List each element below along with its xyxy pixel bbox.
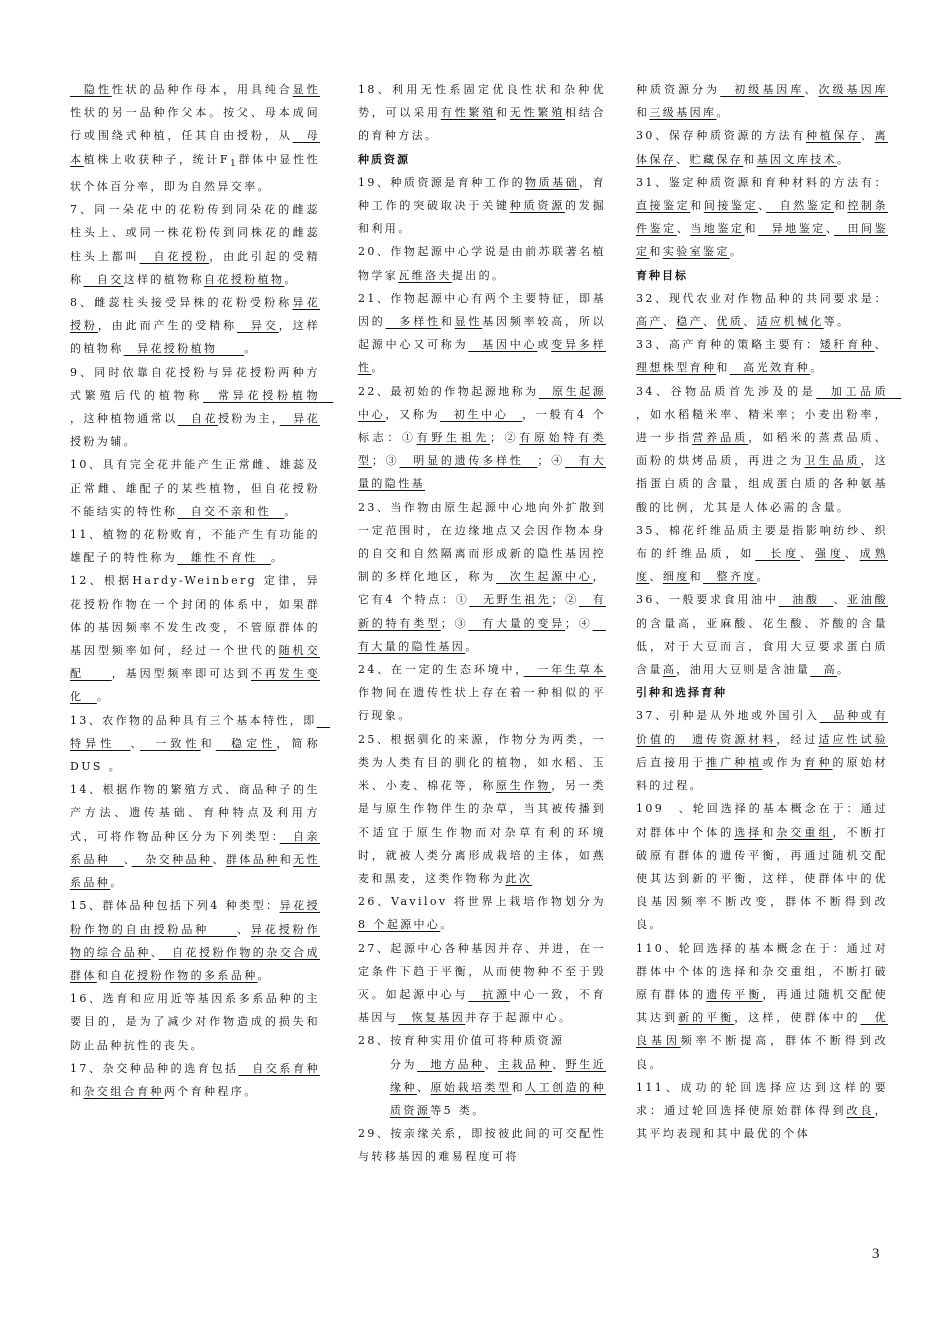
text-column-1	[70, 78, 334, 1103]
section-heading: 育种目标	[636, 268, 688, 282]
section-heading: 种质资源	[358, 152, 410, 166]
paragraph: 109 、轮回选择的基本概念在于：通过对群体中个体的选择和杂交重组，不断打破原有群体的遗传平衡，再通过随机交配使其达到新的平衡，这样，使群体中的优良基因频率不断改变，群体不断得到改良。	[636, 802, 888, 932]
paragraph: 35、棉花纤维品质主要是指影响纺纱、织布的纤维品质，如 长度、强度、成熟度、细度和 整齐度。	[636, 523, 888, 584]
paragraph: 33、高产育种的策略主要有：矮秆育种、理想株型育种和 高光效育种。	[636, 338, 888, 375]
paragraph: 22、最初始的作物起源地称为 原生起源中心，又称为 初生中心 ，一般有4 个标志：①有野生祖先；②有原始特有类型；③ 明显的遗传多样性 ；④ 有大量的隐性基	[358, 384, 607, 491]
paragraph: 28、按育种实用价值可将种质资源	[358, 1034, 565, 1048]
paragraph: 34、谷物品质首先涉及的是 加工品质 ，如水稻糙米率、精米率；小麦出粉率，进一步指营养品质，如稻米的蒸煮品质、面粉的烘烤品质，再进之为卫生品质，这指蛋白质的含量，组成蛋白质的各种氨基酸的比例，尤其是人体必需的含量。	[636, 384, 902, 514]
paragraph: 17、杂交种品种的选育包括 自交系育种和杂交组合育种两个育种程序。	[70, 1061, 320, 1098]
paragraph: 分为 地方品种、主栽品种、野生近缘种、原始栽培类型和人工创造的种质资源等5 类。	[390, 1057, 607, 1117]
paragraph: 23、当作物由原生起源中心地向外扩散到一定范围时，在边缘地点又会因作物本身的自交和自然隔离而形成新的隐性基因控制的多样化地区，称为 次生起源中心，它有4 个特点：① 无野生祖先；② 有新的特有类型；③ 有大量的变异；④ 有大量的隐性基因。	[358, 500, 607, 653]
paragraph: 隐性性状的品种作母本，用具纯合显性性状的另一品种作父本。按父、母本成间行或围绕式种植，任其自由授粉，从 母本植株上收获种子，统计$F_1$群体中显性性状个体百分率，即为自然异交率。	[70, 83, 320, 193]
paragraph: 31、鉴定种质资源和育种材料的方法有：直接鉴定和间接鉴定、 自然鉴定和控制条件鉴定、当地鉴定和 异地鉴定、 田间鉴定和实验室鉴定。	[636, 175, 889, 259]
paragraph: 21、作物起源中心有两个主要特征，即基因的 多样性和显性基因频率较高，所以起源中心又可称为 基因中心或变异多样性。	[358, 291, 607, 375]
paragraph: 24、在一定的生态环境中， 一年生草本作物间在遗传性状上存在着一种相似的平行现象。	[358, 663, 606, 723]
paragraph: 37、引种是从外地或外国引入 品种或有价值的 遗传资源材料，经过适应性试验后直接用于推广种植或作为育种的原始材料的过程。	[636, 709, 889, 793]
paragraph: 10、具有完全花并能产生正常雌、雄蕊及正常雌、雄配子的某些植物，但自花授粉不能结实的特性称 自交不亲和性 。	[70, 458, 320, 518]
paragraph: 8、雌蕊柱头接受异株的花粉受粉称异花授粉，由此而产生的受精称 异交，这样的植物称 异花授粉植物 。	[70, 296, 320, 356]
paragraph: 30、保存种质资源的方法有种植保存、离体保存、贮藏保存和基因文库技术。	[636, 129, 888, 166]
paragraph: 7、同一朵花中的花粉传到同朵花的雌蕊柱头上、或同一株花粉传到同株花的雌蕊柱头上都叫 自花授粉，由此引起的受精称 自交这样的植物称自花授粉植物。	[70, 203, 321, 286]
text-column-3	[636, 78, 902, 1145]
paragraph: 19、种质资源是育种工作的物质基础，育种工作的突破取决于关键种质资源的发掘和利用。	[358, 175, 606, 236]
paragraph: 种质资源分为 初级基因库、次级基因库和三级基因库。	[636, 83, 889, 120]
paragraph: 13、农作物的品种具有三个基本特性，即 特异性 、 一致性和 稳定性，简称DUS 。	[70, 713, 331, 774]
paragraph: 15、群体品种包括下列4 种类型：异花授粉作物的自由授粉品种 、异花授粉作物的综合品种、 自花授粉作物的杂交合成群体和自花授粉作物的多系品种。	[70, 899, 321, 982]
paragraph: 27、起源中心各种基因并存、并进，在一定条件下趋于平衡，从而使物种不至于毁灭。如起源中心与 抗源中心一致，不育基因与 恢复基因并存于起源中心。	[358, 941, 606, 1025]
paragraph: 18、利用无性系固定优良性状和杂种优势，可以采用有性繁殖和无性繁殖相结合的育种方法。	[358, 83, 607, 143]
paragraph: 36、一般要求食用油中 油酸 、亚油酸的含量高，亚麻酸、花生酸、芥酸的含量低，对于大豆而言，食用大豆要求蛋白质含量高，油用大豆则是含油量 高。	[636, 593, 888, 677]
page-number: 3	[872, 1246, 880, 1262]
paragraph: 29、按亲缘关系，即按彼此间的可交配性与转移基因的难易程度可将	[358, 1127, 606, 1164]
paragraph: 9、同时依靠自花授粉与异花授粉两种方式繁殖后代的植物称 常异花授粉植物 ，这种植物通常以 自花授粉为主， 异花授粉为辅。	[70, 365, 334, 449]
paragraph: 20、作物起源中心学说是由前苏联著名植物学家瓦维洛夫提出的。	[358, 245, 606, 282]
paragraph: 16、选育和应用近等基因系多系品种的主要目的，是为了减少对作物造成的损失和防止品种抗性的丧失。	[70, 992, 320, 1052]
section-heading: 引种和选择育种	[636, 686, 727, 700]
paragraph: 25、根据驯化的来源，作物分为两类，一类为人类有目的驯化的植物，如水稻、玉米、小麦、棉花等，称原生作物，另一类是与原生作物伴生的杂草，当其被传播到不适宜于原生作物而对杂草有利的环境时，就被人类分离形成栽培的主体，如燕麦和黑麦，这类作物称为此次	[358, 732, 606, 885]
text-column-2	[358, 78, 606, 1169]
paragraph: 110、轮回选择的基本概念在于：通过对群体中个体的选择和杂交重组，不断打破原有群体的遗传平衡，再通过随机交配使其达到新的平衡，这样，使群体中的 优良基因频率不断提高，群体不断得到改良。	[636, 941, 889, 1071]
paragraph: 12、根据Hardy-Weinberg 定律，异花授粉作物在一个封闭的体系中，如果群体的基因频率不发生改变，不管原群体的基因型频率如何，经过一个世代的随机交配 ，基因型频率即可达到不再发生变化 。	[70, 574, 321, 704]
paragraph: 32、现代农业对作物品种的共同要求是：高产、稳产、优质、适应机械化等。	[636, 291, 888, 329]
paragraph: 14、根据作物的繁殖方式、商品种子的生产方法、遗传基础、育种特点及利用方式，可将作物品种区分为下列类型： 自亲系品种 、 杂交种品种、群体品种和无性系品种。	[70, 783, 321, 890]
paragraph: 11、植物的花粉败育，不能产生有功能的雄配子的特性称为 雄性不育性 。	[70, 528, 320, 565]
paragraph: 26、Vavilov 将世界上栽培作物划分为8 个起源中心。	[358, 895, 606, 932]
paragraph: 111、成功的轮回选择应达到这样的要求：通过轮回选择使原始群体得到改良，其平均表现和其中最优的个体	[636, 1080, 888, 1141]
